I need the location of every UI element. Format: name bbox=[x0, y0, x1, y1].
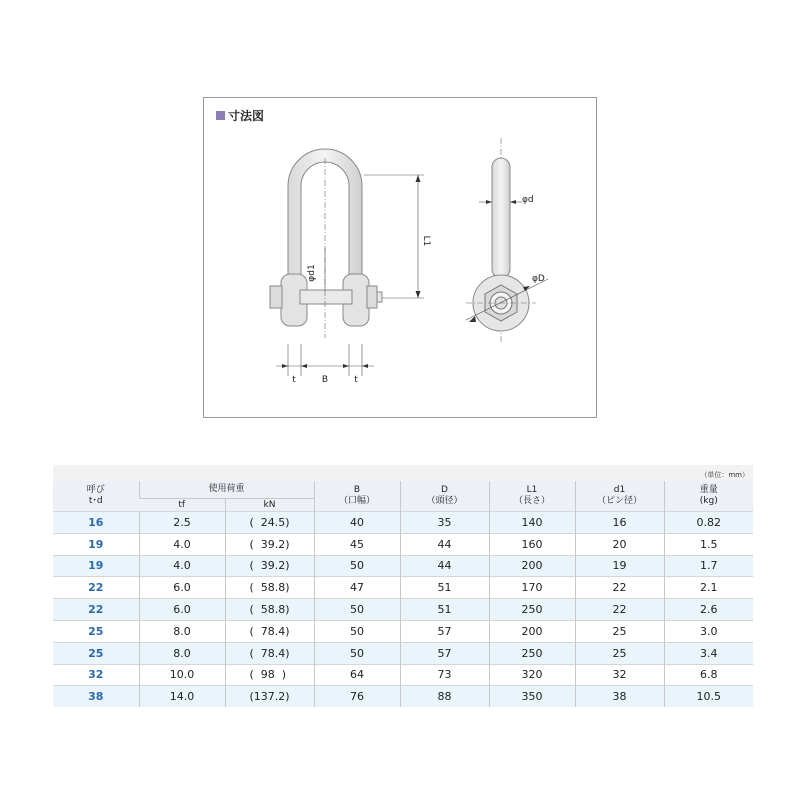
table-row bbox=[53, 599, 753, 621]
header-load: 使用荷重 bbox=[139, 481, 314, 499]
cell-w: 3.0 bbox=[664, 620, 753, 642]
cell-l1: 160 bbox=[489, 533, 575, 555]
cell-d: 57 bbox=[400, 620, 489, 642]
tbt-dimension bbox=[276, 344, 374, 385]
cell-l1: 200 bbox=[489, 555, 575, 577]
cell-kn: ( 58.8) bbox=[225, 577, 314, 599]
cell-d1: 20 bbox=[575, 533, 664, 555]
cell-b: 45 bbox=[314, 533, 400, 555]
cell-size: 25 bbox=[53, 642, 139, 664]
cell-d1: 38 bbox=[575, 686, 664, 707]
l1-dimension bbox=[364, 175, 431, 298]
table-row bbox=[53, 555, 753, 577]
cell-w: 2.6 bbox=[664, 599, 753, 621]
diagram-title-text: 寸法図 bbox=[228, 109, 265, 123]
cell-kn: ( 24.5) bbox=[225, 512, 314, 534]
spec-table bbox=[53, 481, 753, 707]
cell-size: 38 bbox=[53, 686, 139, 707]
phi-big-d-label: φD bbox=[532, 274, 545, 284]
header-l1: L1 （長さ） bbox=[489, 481, 575, 512]
header-kn: kN bbox=[225, 499, 314, 512]
cell-w: 10.5 bbox=[664, 686, 753, 707]
cell-tf: 6.0 bbox=[139, 599, 225, 621]
header-d: D （頭径） bbox=[400, 481, 489, 512]
d1-dimension bbox=[307, 248, 325, 290]
cell-kn: (137.2) bbox=[225, 686, 314, 707]
cell-l1: 200 bbox=[489, 620, 575, 642]
phi-d1-label: φd1 bbox=[307, 264, 317, 282]
shackle-front-view bbox=[270, 149, 382, 338]
cell-b: 50 bbox=[314, 642, 400, 664]
cell-w: 6.8 bbox=[664, 664, 753, 686]
table-row bbox=[53, 686, 753, 707]
header-weight: 重量 (kg) bbox=[664, 481, 753, 512]
cell-w: 2.1 bbox=[664, 577, 753, 599]
shackle-drawing bbox=[204, 98, 598, 419]
cell-tf: 8.0 bbox=[139, 642, 225, 664]
cell-w: 1.5 bbox=[664, 533, 753, 555]
unit-note: （単位：mm） bbox=[700, 471, 749, 479]
cell-b: 40 bbox=[314, 512, 400, 534]
table-row bbox=[53, 620, 753, 642]
table-row bbox=[53, 664, 753, 686]
cell-l1: 350 bbox=[489, 686, 575, 707]
cell-kn: ( 78.4) bbox=[225, 620, 314, 642]
cell-tf: 4.0 bbox=[139, 533, 225, 555]
cell-d1: 22 bbox=[575, 577, 664, 599]
cell-size: 16 bbox=[53, 512, 139, 534]
cell-l1: 170 bbox=[489, 577, 575, 599]
cell-l1: 320 bbox=[489, 664, 575, 686]
cell-d: 44 bbox=[400, 555, 489, 577]
b-label: B bbox=[321, 375, 329, 385]
l1-label: L1 bbox=[421, 235, 431, 247]
cell-l1: 140 bbox=[489, 512, 575, 534]
cell-kn: ( 98 ) bbox=[225, 664, 314, 686]
cell-kn: ( 39.2) bbox=[225, 533, 314, 555]
cell-tf: 8.0 bbox=[139, 620, 225, 642]
table-row bbox=[53, 642, 753, 664]
cell-d1: 16 bbox=[575, 512, 664, 534]
cell-size: 25 bbox=[53, 620, 139, 642]
cell-d1: 19 bbox=[575, 555, 664, 577]
phi-d-label: φd bbox=[522, 195, 534, 205]
cell-d: 51 bbox=[400, 599, 489, 621]
t-left-label: t bbox=[292, 375, 296, 385]
cell-tf: 10.0 bbox=[139, 664, 225, 686]
table-row bbox=[53, 577, 753, 599]
cell-d: 73 bbox=[400, 664, 489, 686]
header-tf: tf bbox=[139, 499, 225, 512]
cell-d1: 25 bbox=[575, 620, 664, 642]
t-right-label: t bbox=[354, 375, 358, 385]
cell-b: 50 bbox=[314, 599, 400, 621]
cell-w: 3.4 bbox=[664, 642, 753, 664]
cell-l1: 250 bbox=[489, 599, 575, 621]
cell-d: 35 bbox=[400, 512, 489, 534]
dimension-diagram bbox=[203, 97, 597, 418]
cell-b: 47 bbox=[314, 577, 400, 599]
cell-d1: 22 bbox=[575, 599, 664, 621]
cell-d1: 32 bbox=[575, 664, 664, 686]
cell-b: 50 bbox=[314, 620, 400, 642]
cell-tf: 6.0 bbox=[139, 577, 225, 599]
cell-kn: ( 39.2) bbox=[225, 555, 314, 577]
shackle-side-view bbox=[466, 138, 536, 343]
cell-d: 51 bbox=[400, 577, 489, 599]
cell-size: 22 bbox=[53, 599, 139, 621]
header-size: 呼び t･d bbox=[53, 481, 139, 512]
cell-kn: ( 58.8) bbox=[225, 599, 314, 621]
cell-kn: ( 78.4) bbox=[225, 642, 314, 664]
cell-w: 0.82 bbox=[664, 512, 753, 534]
cell-d1: 25 bbox=[575, 642, 664, 664]
cell-b: 76 bbox=[314, 686, 400, 707]
cell-b: 64 bbox=[314, 664, 400, 686]
header-b: B （口幅） bbox=[314, 481, 400, 512]
cell-d: 57 bbox=[400, 642, 489, 664]
cell-b: 50 bbox=[314, 555, 400, 577]
header-d1: d1 （ピン径） bbox=[575, 481, 664, 512]
cell-tf: 2.5 bbox=[139, 512, 225, 534]
cell-d: 88 bbox=[400, 686, 489, 707]
table-row bbox=[53, 512, 753, 534]
cell-d: 44 bbox=[400, 533, 489, 555]
spec-table-panel bbox=[53, 465, 753, 702]
table-row bbox=[53, 533, 753, 555]
cell-w: 1.7 bbox=[664, 555, 753, 577]
cell-l1: 250 bbox=[489, 642, 575, 664]
cell-tf: 4.0 bbox=[139, 555, 225, 577]
cell-size: 19 bbox=[53, 555, 139, 577]
cell-size: 22 bbox=[53, 577, 139, 599]
cell-tf: 14.0 bbox=[139, 686, 225, 707]
cell-size: 19 bbox=[53, 533, 139, 555]
cell-size: 32 bbox=[53, 664, 139, 686]
